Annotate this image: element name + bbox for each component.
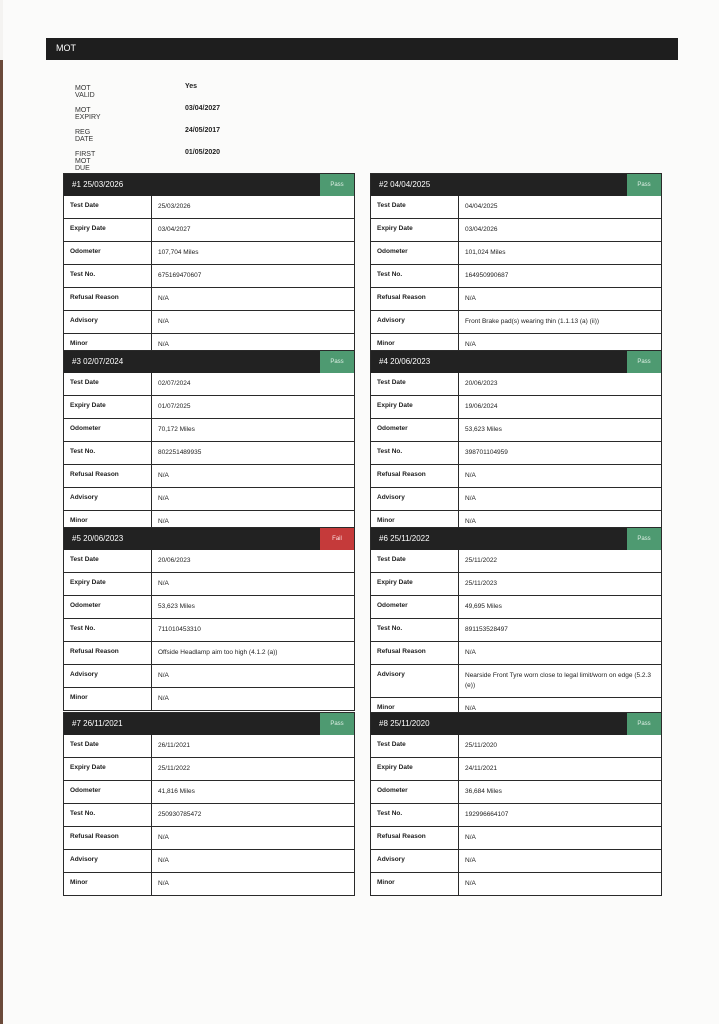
field-value: 250930785472 — [158, 811, 202, 818]
field-label: Minor — [371, 334, 459, 356]
field-value: 70,172 Miles — [158, 426, 195, 433]
detail-row-expiry-date — [64, 395, 354, 418]
detail-row-advisory — [64, 664, 354, 687]
field-label: Expiry Date — [371, 219, 459, 241]
field-label: Refusal Reason — [64, 288, 152, 310]
detail-row-expiry-date — [371, 572, 661, 595]
summary-value: 03/04/2027 — [185, 105, 221, 112]
field-label: Expiry Date — [371, 573, 459, 595]
field-value: N/A — [158, 672, 169, 679]
detail-row-minor — [64, 687, 354, 710]
field-label: Expiry Date — [64, 758, 152, 780]
field-label: Odometer — [64, 419, 152, 441]
field-value: 107,704 Miles — [158, 249, 199, 256]
result-badge: Pass — [320, 174, 354, 196]
detail-row-odometer — [371, 241, 661, 264]
field-value: 802251489935 — [158, 449, 202, 456]
detail-row-test-no — [64, 264, 354, 287]
detail-row-test-date — [64, 373, 354, 395]
mot-test-title: #5 20/06/2023 — [72, 534, 124, 543]
section-title: MOT — [56, 43, 76, 53]
mot-test-card-header — [371, 351, 661, 373]
field-label: Advisory — [64, 488, 152, 510]
field-value: N/A — [158, 880, 169, 887]
detail-row-advisory — [64, 849, 354, 872]
detail-row-test-no — [371, 803, 661, 826]
detail-row-test-no — [371, 618, 661, 641]
mot-test-card — [370, 350, 662, 534]
summary-label: MOT VALID — [75, 85, 95, 99]
detail-row-expiry-date — [64, 757, 354, 780]
field-value: 891153528497 — [465, 626, 508, 633]
detail-row-advisory — [371, 849, 661, 872]
mot-test-card — [63, 712, 355, 896]
result-badge: Pass — [627, 174, 661, 196]
field-value: N/A — [465, 341, 476, 348]
detail-row-minor — [64, 872, 354, 895]
summary-value: Yes — [185, 83, 198, 90]
field-value: 04/04/2025 — [465, 203, 498, 210]
detail-row-odometer — [64, 780, 354, 803]
page-edge-shadow — [0, 60, 3, 1024]
detail-row-test-no — [64, 618, 354, 641]
mot-test-card — [63, 527, 355, 711]
field-label: Expiry Date — [64, 396, 152, 418]
field-value: 20/06/2023 — [158, 557, 191, 564]
mot-test-card — [370, 527, 662, 721]
detail-row-test-no — [64, 803, 354, 826]
detail-row-test-date — [371, 196, 661, 218]
field-label: Expiry Date — [371, 396, 459, 418]
field-value: 398701104959 — [465, 449, 508, 456]
field-label: Test No. — [64, 265, 152, 287]
field-value: 41,816 Miles — [158, 788, 195, 795]
field-label: Test Date — [371, 196, 459, 218]
detail-row-expiry-date — [64, 572, 354, 595]
mot-test-details — [371, 735, 661, 895]
field-value: 25/11/2022 — [158, 765, 191, 772]
field-label: Test No. — [371, 804, 459, 826]
field-label: Expiry Date — [371, 758, 459, 780]
field-label: Advisory — [371, 665, 459, 697]
field-value: 25/11/2023 — [465, 580, 498, 587]
mot-test-card-header — [64, 174, 354, 196]
field-label: Odometer — [371, 419, 459, 441]
detail-row-odometer — [64, 595, 354, 618]
field-label: Odometer — [371, 242, 459, 264]
detail-row-expiry-date — [371, 757, 661, 780]
mot-test-title: #1 25/03/2026 — [72, 180, 124, 189]
summary-label: MOT EXPIRY — [75, 107, 101, 121]
detail-row-odometer — [371, 418, 661, 441]
field-value: 02/07/2024 — [158, 380, 191, 387]
detail-row-test-no — [371, 264, 661, 287]
mot-test-card — [370, 712, 662, 896]
field-value: 25/11/2022 — [465, 557, 498, 564]
field-label: Test No. — [371, 619, 459, 641]
mot-test-details — [371, 550, 661, 720]
field-value: N/A — [465, 857, 476, 864]
field-label: Odometer — [64, 596, 152, 618]
field-label: Refusal Reason — [371, 465, 459, 487]
field-value: 164950990687 — [465, 272, 509, 279]
mot-test-card-header — [371, 174, 661, 196]
field-value: N/A — [158, 341, 169, 348]
field-label: Minor — [64, 873, 152, 895]
mot-test-card-header — [64, 713, 354, 735]
result-badge: Pass — [320, 713, 354, 735]
detail-row-expiry-date — [371, 218, 661, 241]
field-value: N/A — [158, 318, 169, 325]
field-value: 53,623 Miles — [465, 426, 502, 433]
detail-row-advisory — [371, 487, 661, 510]
field-label: Test Date — [64, 373, 152, 395]
field-value: N/A — [465, 472, 476, 479]
detail-row-refusal-reason — [371, 641, 661, 664]
detail-row-refusal-reason — [64, 641, 354, 664]
field-value: 19/06/2024 — [465, 403, 498, 410]
field-label: Test No. — [64, 804, 152, 826]
field-value: 20/06/2023 — [465, 380, 498, 387]
field-label: Refusal Reason — [371, 827, 459, 849]
field-value: N/A — [158, 518, 169, 525]
detail-row-test-date — [64, 550, 354, 572]
mot-test-details — [64, 735, 354, 895]
field-value: N/A — [465, 834, 476, 841]
detail-row-odometer — [64, 418, 354, 441]
field-value: Offside Headlamp aim too high (4.1.2 (a)) — [158, 649, 278, 656]
result-badge: Fail — [320, 528, 354, 550]
field-value: 192996664107 — [465, 811, 509, 818]
field-label: Odometer — [371, 596, 459, 618]
field-label: Refusal Reason — [371, 288, 459, 310]
field-value: N/A — [158, 580, 169, 587]
mot-test-card — [370, 173, 662, 357]
field-value: N/A — [158, 834, 169, 841]
field-value: 36,684 Miles — [465, 788, 502, 795]
field-label: Minor — [64, 334, 152, 356]
field-label: Odometer — [64, 781, 152, 803]
detail-row-test-date — [64, 196, 354, 218]
field-label: Minor — [371, 873, 459, 895]
field-label: Refusal Reason — [371, 642, 459, 664]
detail-row-odometer — [371, 595, 661, 618]
detail-row-advisory — [371, 664, 661, 697]
detail-row-test-date — [371, 373, 661, 395]
mot-test-title: #2 04/04/2025 — [379, 180, 431, 189]
mot-test-card — [63, 173, 355, 357]
summary-label: FIRST MOT DUE — [75, 151, 96, 172]
field-value: 03/04/2026 — [465, 226, 498, 233]
field-label: Test No. — [371, 265, 459, 287]
field-label: Expiry Date — [64, 573, 152, 595]
detail-row-test-date — [371, 735, 661, 757]
detail-row-refusal-reason — [64, 287, 354, 310]
field-label: Odometer — [371, 781, 459, 803]
mot-test-card-header — [64, 528, 354, 550]
detail-row-advisory — [371, 310, 661, 333]
field-value: 24/11/2021 — [465, 765, 498, 772]
field-label: Minor — [64, 511, 152, 533]
field-label: Test Date — [371, 735, 459, 757]
mot-test-details — [64, 373, 354, 533]
detail-row-test-no — [371, 441, 661, 464]
mot-test-details — [371, 373, 661, 533]
field-label: Test Date — [371, 550, 459, 572]
detail-row-advisory — [64, 487, 354, 510]
summary-value: 24/05/2017 — [185, 127, 221, 134]
field-value: Front Brake pad(s) wearing thin (1.1.13 (a) (ii)) — [465, 318, 600, 325]
field-label: Test No. — [371, 442, 459, 464]
field-label: Test Date — [64, 196, 152, 218]
mot-test-card-header — [64, 351, 354, 373]
summary-label: REG DATE — [75, 129, 94, 143]
field-label: Advisory — [371, 311, 459, 333]
mot-test-title: #8 25/11/2020 — [379, 719, 430, 728]
section-header — [46, 38, 678, 60]
detail-row-minor — [371, 872, 661, 895]
field-value: N/A — [465, 495, 476, 502]
field-value: 49,695 Miles — [465, 603, 502, 610]
mot-test-card-header — [371, 713, 661, 735]
detail-row-odometer — [371, 780, 661, 803]
field-value: 675169470607 — [158, 272, 202, 279]
mot-test-title: #3 02/07/2024 — [72, 357, 124, 366]
summary-value: 01/05/2020 — [185, 149, 221, 156]
field-label: Test No. — [64, 619, 152, 641]
field-label: Refusal Reason — [64, 827, 152, 849]
field-value: N/A — [465, 649, 476, 656]
field-value: N/A — [158, 857, 169, 864]
detail-row-refusal-reason — [371, 464, 661, 487]
field-value: 25/03/2026 — [158, 203, 191, 210]
field-value: N/A — [465, 880, 476, 887]
field-value: 26/11/2021 — [158, 742, 191, 749]
field-label: Odometer — [64, 242, 152, 264]
field-value: 25/11/2020 — [465, 742, 498, 749]
result-badge: Pass — [627, 528, 661, 550]
field-value: N/A — [158, 472, 169, 479]
mot-test-details — [371, 196, 661, 356]
detail-row-test-date — [371, 550, 661, 572]
field-label: Advisory — [64, 850, 152, 872]
field-value: Nearside Front Tyre worn close to legal limit/worn on edge (5.2.3 (e)) — [465, 672, 651, 689]
mot-test-card-header — [371, 528, 661, 550]
field-value: N/A — [465, 705, 476, 712]
detail-row-odometer — [64, 241, 354, 264]
field-value: N/A — [158, 495, 169, 502]
field-value: 711010453310 — [158, 626, 201, 633]
field-value: N/A — [158, 295, 169, 302]
field-label: Advisory — [64, 311, 152, 333]
detail-row-expiry-date — [64, 218, 354, 241]
field-value: N/A — [158, 695, 169, 702]
mot-test-details — [64, 196, 354, 356]
mot-test-card — [63, 350, 355, 534]
result-badge: Pass — [627, 351, 661, 373]
detail-row-test-no — [64, 441, 354, 464]
field-value: 01/07/2025 — [158, 403, 191, 410]
field-label: Advisory — [371, 488, 459, 510]
mot-test-details — [64, 550, 354, 710]
field-value: N/A — [465, 518, 476, 525]
detail-row-expiry-date — [371, 395, 661, 418]
field-label: Test Date — [64, 550, 152, 572]
field-value: 03/04/2027 — [158, 226, 191, 233]
mot-test-title: #4 20/06/2023 — [379, 357, 431, 366]
field-label: Test Date — [371, 373, 459, 395]
field-label: Refusal Reason — [64, 465, 152, 487]
detail-row-refusal-reason — [64, 826, 354, 849]
field-label: Expiry Date — [64, 219, 152, 241]
detail-row-refusal-reason — [371, 287, 661, 310]
field-label: Advisory — [64, 665, 152, 687]
mot-test-title: #7 26/11/2021 — [72, 719, 123, 728]
result-badge: Pass — [627, 713, 661, 735]
result-badge: Pass — [320, 351, 354, 373]
field-label: Refusal Reason — [64, 642, 152, 664]
mot-test-title: #6 25/11/2022 — [379, 534, 430, 543]
detail-row-test-date — [64, 735, 354, 757]
field-label: Minor — [371, 698, 459, 720]
field-label: Advisory — [371, 850, 459, 872]
field-label: Test No. — [64, 442, 152, 464]
detail-row-refusal-reason — [64, 464, 354, 487]
field-value: 53,623 Miles — [158, 603, 195, 610]
field-label: Test Date — [64, 735, 152, 757]
field-value: 101,024 Miles — [465, 249, 506, 256]
field-value: N/A — [465, 295, 476, 302]
detail-row-advisory — [64, 310, 354, 333]
detail-row-refusal-reason — [371, 826, 661, 849]
field-label: Minor — [64, 688, 152, 710]
field-label: Minor — [371, 511, 459, 533]
